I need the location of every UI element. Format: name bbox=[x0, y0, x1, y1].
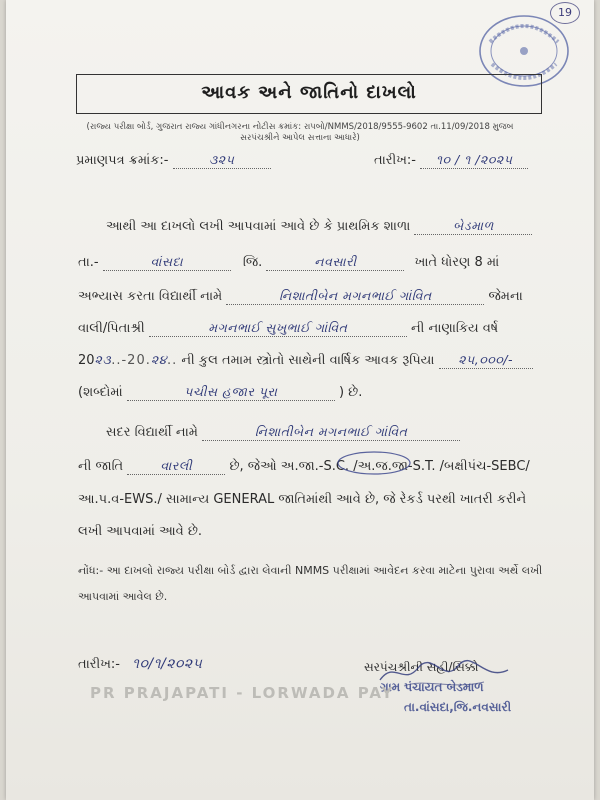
student-name-repeat: નિશાતીબેન મગનભાઈ ગાંવિત bbox=[202, 424, 460, 441]
school-name: બેડમાળ bbox=[414, 218, 532, 235]
caste-name: વારલી bbox=[127, 458, 225, 475]
certificate-number-label: પ્રમાણપત્ર ક્રમાંક:- bbox=[76, 153, 169, 168]
subtitle-line-2: સરપંચશ્રીને આપેલ સત્તાના આધારે) bbox=[240, 133, 360, 143]
line3-text: અભ્યાસ કરતા વિદ્યાર્થી નામે bbox=[78, 289, 223, 304]
footer-date-row bbox=[78, 656, 202, 672]
body-line-1 bbox=[106, 218, 532, 235]
subtitle-line-1: (રાજ્ય પરીક્ષા બોર્ડ, ગુજરાત રાજ્ય ગાંધીનગરના નોટીસ ક્રમાંક: રાપબો/NMMS/2018/9555-9602 તા.11/09/2018 મુજબ bbox=[86, 122, 514, 132]
certificate-page bbox=[6, 0, 594, 800]
body-line-4 bbox=[78, 320, 498, 337]
st-circle-icon bbox=[336, 450, 412, 476]
page-number: 19 bbox=[550, 2, 580, 24]
stamp-line-1: ગ્રામ પંચાયત બેડમાળ bbox=[380, 680, 484, 694]
year-from: ૨૩ bbox=[94, 352, 112, 367]
footer-date: ૧૦/૧/૨૦૨૫ bbox=[132, 656, 203, 672]
note-line-2: આપવામાં આવેલ છે. bbox=[78, 590, 168, 603]
caste-label: ની જાતિ bbox=[78, 459, 124, 474]
body-line-2 bbox=[78, 254, 499, 271]
certificate-number-row bbox=[76, 152, 271, 169]
body-line-5: 20૨૩..-20.૨૪.. ની કુલ તમામ સ્ત્રોતો સાથેની વાર્ષિક આવક રૂપિયા ૨૫,૦૦૦/- bbox=[78, 352, 533, 369]
words-suffix: ) છે. bbox=[338, 385, 363, 400]
annual-income: ૨૫,૦૦૦/- bbox=[439, 352, 533, 369]
district-label: જિ. bbox=[242, 255, 263, 270]
line3-suffix: જેમના bbox=[488, 289, 523, 304]
parent-label: વાલી/પિતાશ્રી bbox=[78, 321, 145, 336]
taluka-name: વાંસદા bbox=[103, 254, 231, 271]
note-line-1: નોંધ:- આ દાખલો રાજ્ય પરીક્ષા બોર્ડ દ્વારા લેવાની NMMS પરીક્ષામાં આવેદન કરવા માટેના પુરાવા અર્થે લખી bbox=[78, 564, 543, 577]
words-label: (શબ્દોમાં bbox=[78, 385, 123, 400]
footer-date-label: તારીખ:- bbox=[78, 657, 120, 672]
line7-text: સદર વિદ્યાર્થી નામે bbox=[106, 425, 198, 440]
taluka-label: તા.- bbox=[78, 255, 99, 270]
line1-text: આથી આ દાખલો લખી આપવામાં આવે છે કે પ્રાથમિક શાળા bbox=[106, 219, 411, 234]
line4-suffix: ની નાણાકિય વર્ષ bbox=[410, 321, 499, 336]
body-line-3 bbox=[78, 288, 523, 305]
caste-options: છે, જેઓ અ.જા.-S.C. /અ.જ.જા-S.T. /બક્ષીપંચ-SEBC/ bbox=[229, 459, 530, 474]
income-in-words: પચીસ હજાર પૂરા bbox=[127, 384, 335, 401]
student-name: નિશાતીબેન મગનભાઈ ગાંવિત bbox=[226, 288, 484, 305]
certificate-date-row bbox=[374, 152, 528, 169]
sarpanch-sign-label: સરપંચશ્રીની સહી/સિક્કો bbox=[364, 660, 479, 674]
body-line-7 bbox=[106, 424, 460, 441]
watermark-text: PR PRAJAPATI - LORWADA PAY bbox=[90, 684, 395, 702]
line5-text: ની કુલ તમામ સ્ત્રોતો સાથેની વાર્ષિક આવક રૂપિયા bbox=[181, 353, 435, 368]
body-line-10: લખી આપવામાં આવે છે. bbox=[78, 524, 203, 539]
parent-name: મગનભાઈ સુખુભાઈ ગાંવિત bbox=[149, 320, 407, 337]
stamp-line-2: તા.વાંસદા,જિ.નવસારી bbox=[404, 700, 512, 714]
body-line-6 bbox=[78, 384, 362, 401]
body-line-9: આ.પ.વ-EWS./ સામાન્ય GENERAL જાતિમાંથી આવે છે, જે રેકર્ડ પરથી ખાતરી કરીને bbox=[78, 492, 527, 507]
year-to: ૨૪ bbox=[150, 352, 167, 367]
line2-suffix: ખાતે ધોરણ 8 માં bbox=[414, 255, 500, 270]
body-line-8 bbox=[78, 458, 530, 475]
certificate-date-label: તારીખ:- bbox=[374, 153, 416, 168]
district-name: નવસારી bbox=[266, 254, 404, 271]
certificate-number: ૩૨૫ bbox=[173, 152, 271, 169]
certificate-date: ૧૦ / ૧ /૨૦૨૫ bbox=[420, 152, 528, 169]
document-title: આવક અને જાતિનો દાખલો bbox=[76, 74, 542, 114]
